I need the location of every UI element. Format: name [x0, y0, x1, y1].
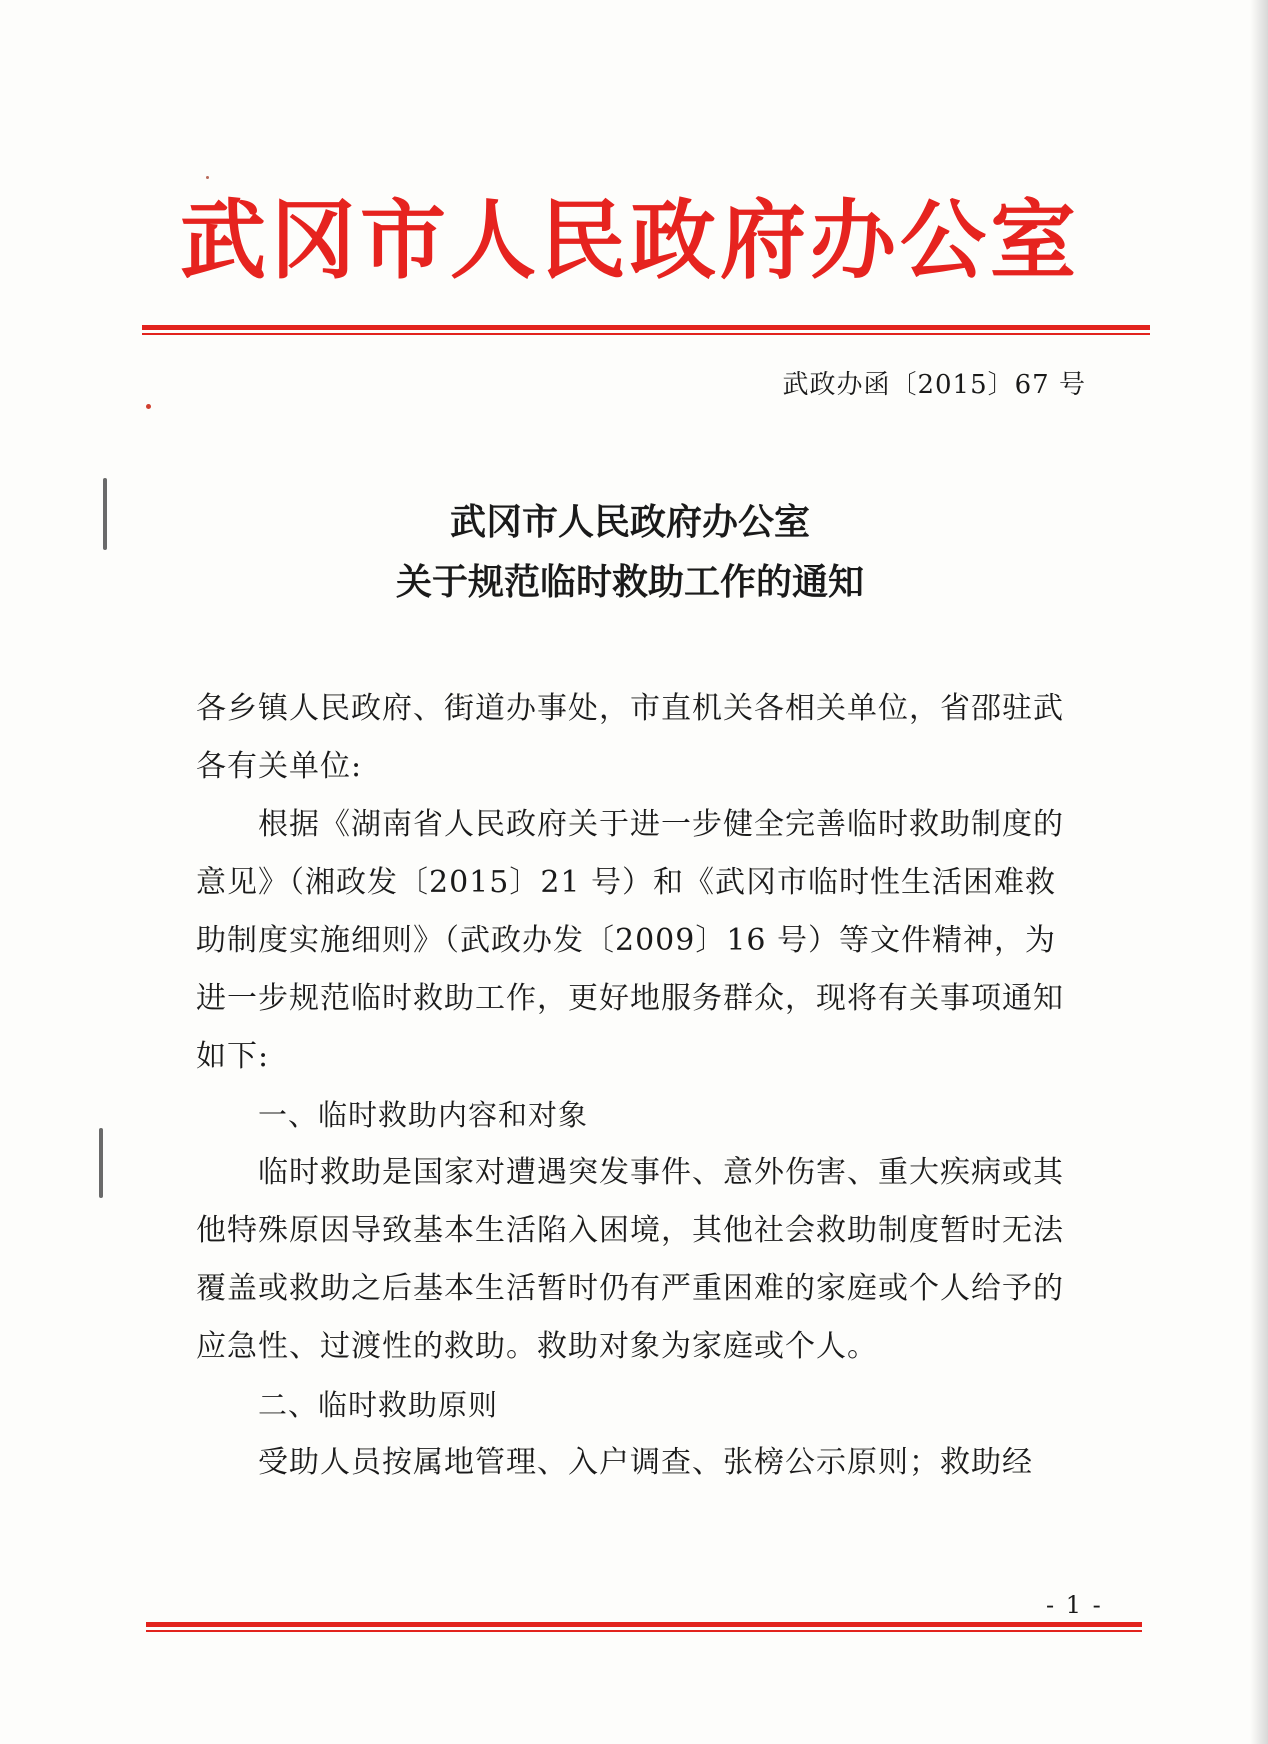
staple-mark-bottom — [99, 1128, 103, 1198]
section-heading-2: 二、临时救助原则 — [258, 1388, 499, 1422]
salutation: 各乡镇人民政府、街道办事处，市直机关各相关单位，省邵驻武各有关单位: — [196, 691, 1064, 784]
intro-paragraph: 根据《湖南省人民政府关于进一步健全完善临时救助制度的意见》（湘政发〔2015〕21 号）和《武冈市临时性生活困难救助制度实施细则》（武政办发〔2009〕16 号）等文件精神，为进一步规范临时救助工作，更好地服务群众，现将有关事项通知如下: — [196, 807, 1064, 1074]
letterhead-red-rule — [142, 325, 1150, 330]
document-title-line-2: 关于规范临时救助工作的通知 — [395, 561, 864, 603]
salutation-block — [196, 680, 1086, 796]
footer-red-rule — [146, 1622, 1142, 1627]
speck — [206, 176, 209, 179]
section-paragraph-1: 临时救助是国家对遭遇突发事件、意外伤害、重大疾病或其他特殊原因导致基本生活陷入困境，其他社会救助制度暂时无法覆盖或救助之后基本生活暂时仍有严重困难的家庭或个人给予的应急性、过渡性的救助。救助对象为家庭或个人。 — [196, 1155, 1064, 1364]
document-number: 武政办函〔2015〕67 号 — [782, 370, 1086, 400]
page-number: - 1 - — [1046, 1591, 1103, 1619]
document-title-line-1: 武冈市人民政府办公室 — [449, 501, 810, 543]
section-paragraph-2: 受助人员按属地管理、入户调查、张榜公示原则；救助经 — [258, 1445, 1033, 1480]
footer-red-rule-thin — [146, 1630, 1142, 1632]
letterhead-title: 武冈市人民政府办公室 — [180, 191, 1080, 291]
document-body — [196, 796, 1086, 1492]
staple-mark-top — [103, 478, 107, 550]
red-speck — [146, 404, 151, 409]
page-edge-shadow — [1250, 0, 1268, 1744]
section-heading-1: 一、临时救助内容和对象 — [258, 1098, 589, 1132]
letterhead-red-rule-thin — [142, 333, 1150, 335]
